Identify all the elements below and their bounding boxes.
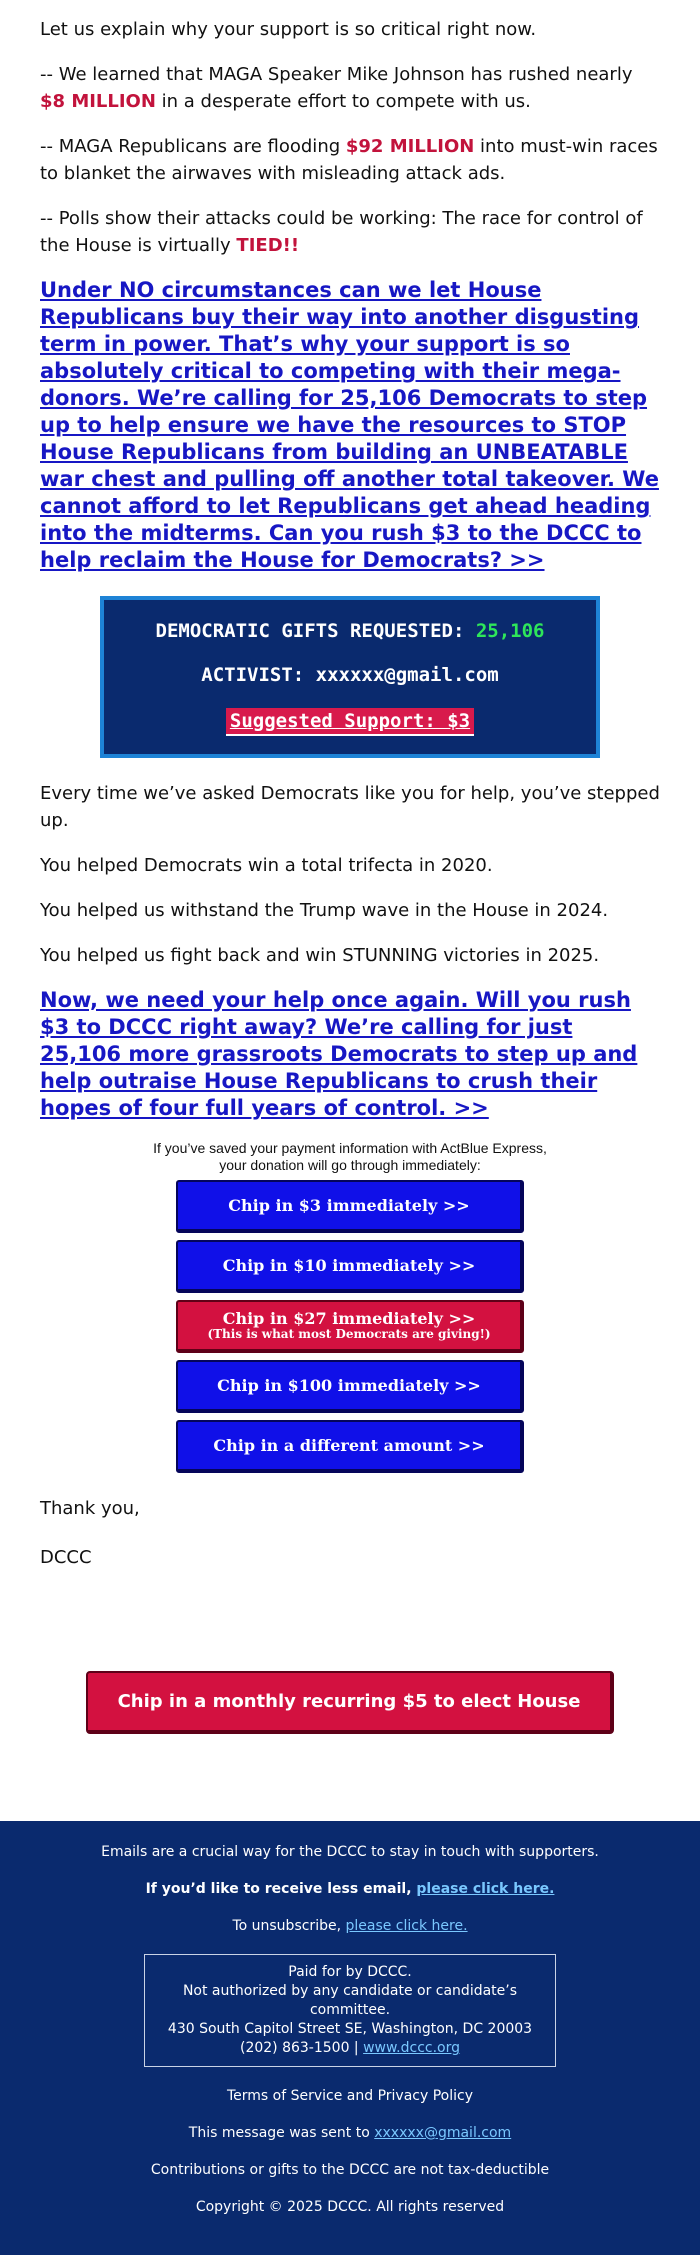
chip-in-27-label: Chip in $27 immediately >> bbox=[222, 1309, 476, 1328]
email-body bbox=[40, 0, 660, 1768]
phone-website-line bbox=[151, 2039, 549, 2058]
address-line: 430 South Capitol Street SE, Washington, DC 20003 bbox=[167, 2021, 533, 2037]
actblue-express-note bbox=[40, 1140, 660, 1174]
chip-in-other-amount-button[interactable] bbox=[176, 1420, 524, 1473]
terms-privacy-link[interactable]: Terms of Service and Privacy Policy bbox=[226, 2088, 473, 2104]
less-email-link[interactable]: please click here. bbox=[416, 1881, 555, 1897]
chip-in-27-sublabel: (This is what most Democrats are giving!) bbox=[207, 1327, 491, 1341]
actblue-note-line-2: your donation will go through immediately: bbox=[219, 1157, 481, 1173]
bullet-johnson bbox=[40, 61, 660, 115]
phone-number: (202) 863-1500 | bbox=[239, 2040, 364, 2056]
signature: DCCC bbox=[40, 1547, 92, 1568]
footer-less-email bbox=[0, 1880, 700, 1898]
activist-label: ACTIVIST: bbox=[201, 664, 316, 686]
less-email-text: If you’d like to receive less email, bbox=[145, 1881, 417, 1897]
chip-in-other-label: Chip in a different amount >> bbox=[213, 1435, 485, 1455]
bullet-polls-tied: TIED!! bbox=[236, 235, 300, 256]
dccc-website-link[interactable]: www.dccc.org bbox=[363, 2040, 461, 2056]
bullet-johnson-pre: -- We learned that MAGA Speaker Mike Johnson has rushed nearly bbox=[40, 64, 633, 85]
chip-in-100-button[interactable] bbox=[176, 1360, 524, 1413]
chip-in-3-label: Chip in $3 immediately >> bbox=[228, 1195, 470, 1215]
gifts-requested-row bbox=[124, 620, 576, 642]
chip-in-10-button[interactable] bbox=[176, 1240, 524, 1293]
paid-for-line: Paid for by DCCC. bbox=[288, 1964, 412, 1980]
gifts-requested-label: DEMOCRATIC GIFTS REQUESTED: bbox=[155, 620, 476, 642]
footer-sent-to bbox=[0, 2124, 700, 2142]
unsubscribe-text: To unsubscribe, bbox=[232, 1918, 346, 1934]
actblue-note-line-1: If you’ve saved your payment information with ActBlue Express, bbox=[153, 1140, 547, 1156]
gifts-requested-count: 25,106 bbox=[475, 620, 545, 642]
bullet-polls bbox=[40, 205, 660, 259]
unsubscribe-link[interactable]: please click here. bbox=[345, 1918, 468, 1934]
activist-email: xxxxxx@gmail.com bbox=[315, 664, 499, 686]
monthly-recurring-button[interactable]: Chip in a monthly recurring $5 to elect House Dems >> bbox=[86, 1671, 614, 1734]
copyright: Copyright © 2025 DCCC. All rights reserved bbox=[195, 2199, 505, 2215]
activist-row bbox=[124, 664, 576, 686]
bullet-flooding-amount: $92 MILLION bbox=[345, 136, 475, 157]
bullet-flooding-pre: -- MAGA Republicans are flooding bbox=[40, 136, 346, 157]
history-paragraph-1: Every time we’ve asked Democrats like you for help, you’ve stepped up. bbox=[40, 783, 660, 831]
chip-in-3-button[interactable] bbox=[176, 1180, 524, 1233]
signoff: Thank you, bbox=[40, 1498, 140, 1519]
footer bbox=[0, 1821, 700, 2255]
tax-deductible-notice: Contributions or gifts to the DCCC are not tax-deductible bbox=[150, 2162, 550, 2178]
history-paragraph-3: You helped us withstand the Trump wave in the House in 2024. bbox=[40, 900, 609, 921]
cta-link-reclaim-house[interactable]: Under NO circumstances can we let House Republicans buy their way into another disgusting term in power. That’s why your support is so absolutely critical to competing with their mega-donors. We’re calling for 25,106 Democrats to step up to help ensure we have the resources to STOP House Republicans from building an UNBEATABLE war chest and pulling off another total takeover. We cannot afford to let Republicans get ahead heading into the midterms. Can you rush $3 to the DCCC to help reclaim the House for Democrats? >> bbox=[40, 278, 659, 572]
suggested-support-link[interactable]: Suggested Support: $3 bbox=[226, 708, 474, 736]
bullet-flooding-post: into must-win races to blanket the airwaves with misleading attack ads. bbox=[40, 136, 658, 184]
footer-unsubscribe bbox=[0, 1917, 700, 1935]
chip-in-27-button[interactable] bbox=[176, 1300, 524, 1353]
recipient-email-link[interactable]: xxxxxx@gmail.com bbox=[374, 2125, 512, 2141]
cta-link-help-again[interactable]: Now, we need your help once again. Will you rush $3 to DCCC right away? We’re calling for just 25,106 more grassroots Democrats to step up and help outraise House Republicans to crush their hopes of four full years of control. >> bbox=[40, 988, 638, 1120]
not-authorized-line: Not authorized by any candidate or candidate’s committee. bbox=[182, 1983, 518, 2018]
bullet-johnson-post: in a desperate effort to compete with us. bbox=[155, 91, 531, 112]
history-paragraph-2: You helped Democrats win a total trifecta in 2020. bbox=[40, 855, 493, 876]
suggested-support-row bbox=[124, 708, 576, 736]
bullet-polls-pre: -- Polls show their attacks could be working: The race for control of the House is virtually bbox=[40, 208, 643, 256]
bullet-johnson-amount: $8 MILLION bbox=[40, 91, 156, 112]
monthly-cta-wrapper bbox=[40, 1671, 660, 1768]
footer-email-importance: Emails are a crucial way for the DCCC to stay in touch with supporters. bbox=[101, 1844, 599, 1860]
intro-paragraph: Let us explain why your support is so critical right now. bbox=[40, 19, 537, 40]
history-paragraph-4: You helped us fight back and win STUNNING victories in 2025. bbox=[40, 945, 600, 966]
chip-in-100-label: Chip in $100 immediately >> bbox=[217, 1375, 481, 1395]
sent-to-text: This message was sent to bbox=[188, 2125, 375, 2141]
paid-for-disclaimer bbox=[144, 1954, 556, 2067]
chip-in-10-label: Chip in $10 immediately >> bbox=[222, 1255, 476, 1275]
bullet-flooding bbox=[40, 133, 660, 187]
gift-request-box[interactable] bbox=[100, 596, 600, 758]
